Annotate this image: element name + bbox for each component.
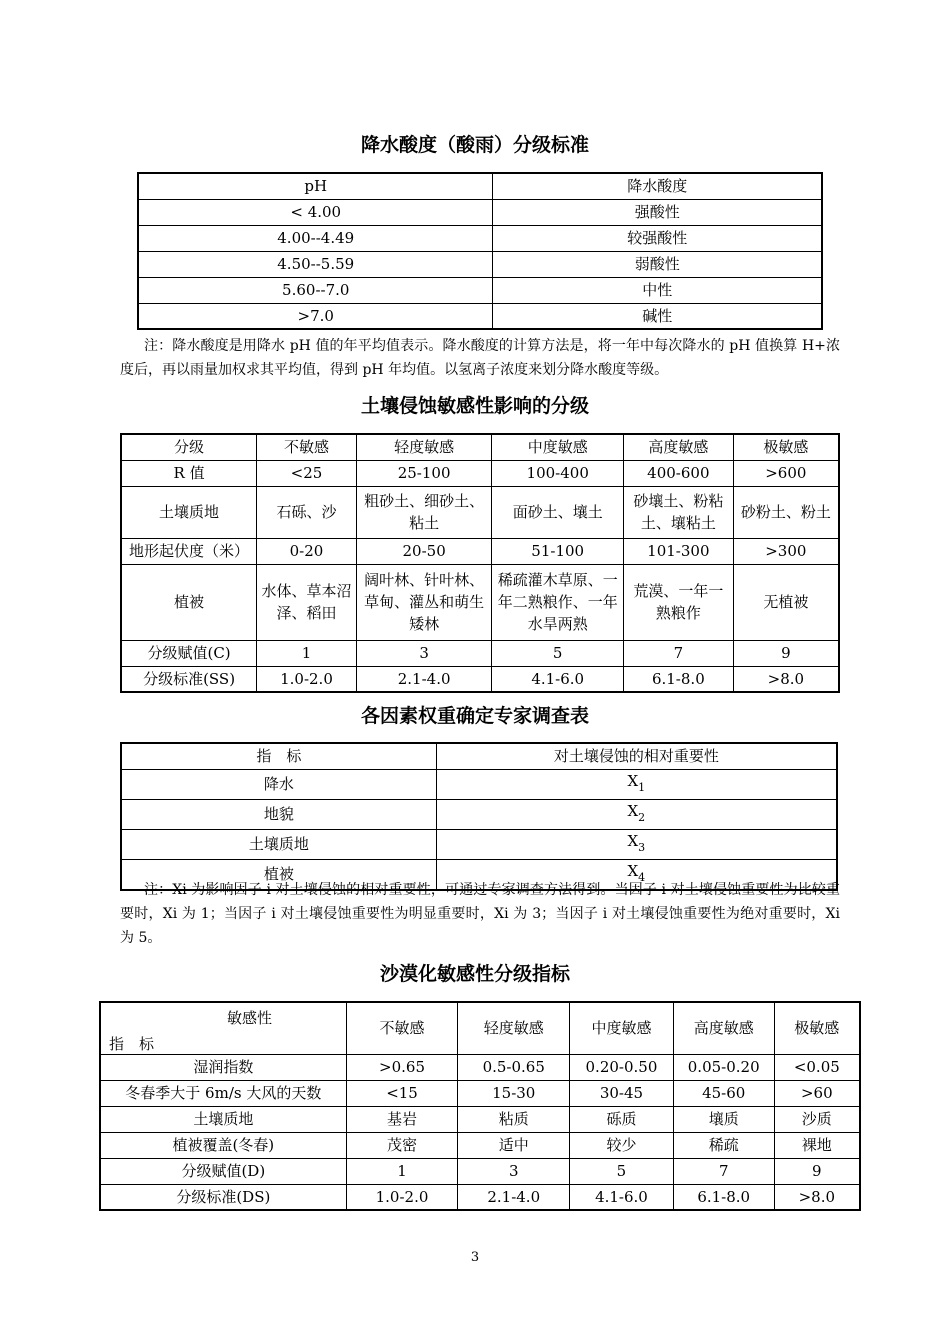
table-cell: 3	[356, 640, 492, 666]
table-cell: 4.00--4.49	[138, 225, 493, 251]
table-header-row	[100, 1002, 860, 1054]
table-cell: 粘质	[458, 1106, 570, 1132]
table-cell: 25-100	[356, 460, 492, 486]
table-cell: <25	[257, 460, 357, 486]
table-cell: 4.50--5.59	[138, 251, 493, 277]
table-cell: 45-60	[673, 1080, 774, 1106]
table-cell: 适中	[458, 1132, 570, 1158]
table-cell: 植被覆盖(冬春)	[100, 1132, 346, 1158]
table-row	[100, 1158, 860, 1184]
expert-table	[120, 742, 838, 891]
header-cell: 高度敏感	[624, 434, 734, 460]
table-cell	[436, 769, 837, 799]
table-row	[121, 829, 837, 859]
table-cell: 分级赋值(D)	[100, 1158, 346, 1184]
table-row	[100, 1106, 860, 1132]
table-cell: 6.1-8.0	[673, 1184, 774, 1210]
table-cell: 砂壤土、粉粘土、壤粘土	[624, 486, 734, 538]
table-cell: 3	[458, 1158, 570, 1184]
header-cell: 中度敏感	[492, 434, 624, 460]
table-cell: 基岩	[346, 1106, 458, 1132]
table-cell: >8.0	[774, 1184, 860, 1210]
header-cell: 轻度敏感	[458, 1002, 570, 1054]
table-row	[100, 1080, 860, 1106]
table-cell: 20-50	[356, 538, 492, 564]
table-row	[121, 538, 839, 564]
table-cell: 粗砂土、细砂土、粘土	[356, 486, 492, 538]
table-cell: 分级标准(SS)	[121, 666, 257, 692]
table-cell: 地形起伏度（米）	[121, 538, 257, 564]
table-cell: 稀疏灌木草原、一年二熟粮作、一年水旱两熟	[492, 564, 624, 640]
corner-bottom-label: 指 标	[109, 1035, 155, 1053]
table-cell: 水体、草本沼泽、稻田	[257, 564, 357, 640]
table-row	[100, 1132, 860, 1158]
table-cell: 冬春季大于 6m/s 大风的天数	[100, 1080, 346, 1106]
table-cell: 0-20	[257, 538, 357, 564]
erosion-table	[120, 433, 840, 693]
table-cell: 分级标准(DS)	[100, 1184, 346, 1210]
table-header-row	[138, 173, 822, 199]
corner-top-label: 敏感性	[227, 1009, 273, 1027]
table-cell: 荒漠、一年一熟粮作	[624, 564, 734, 640]
table-cell: 砂粉土、粉土	[733, 486, 839, 538]
table-cell: <0.05	[774, 1054, 860, 1080]
table-cell: 9	[774, 1158, 860, 1184]
table-row	[121, 460, 839, 486]
table-cell: 2.1-4.0	[356, 666, 492, 692]
table-cell: 7	[624, 640, 734, 666]
table-cell: 1.0-2.0	[257, 666, 357, 692]
table-cell: 0.05-0.20	[673, 1054, 774, 1080]
table-row	[121, 640, 839, 666]
table-cell: 7	[673, 1158, 774, 1184]
table-cell: 面砂土、壤土	[492, 486, 624, 538]
table-cell	[436, 829, 837, 859]
weight-symbol: X	[627, 831, 639, 850]
header-cell: pH	[138, 173, 493, 199]
table-row	[138, 199, 822, 225]
table-cell: 101-300	[624, 538, 734, 564]
table-cell: 土壤质地	[121, 829, 436, 859]
table-cell: <15	[346, 1080, 458, 1106]
table-cell: 5.60--7.0	[138, 277, 493, 303]
table-cell: 降水	[121, 769, 436, 799]
header-cell: 极敏感	[733, 434, 839, 460]
table-cell: 沙质	[774, 1106, 860, 1132]
table-row	[138, 251, 822, 277]
table-cell: 1	[346, 1158, 458, 1184]
table-cell: 稀疏	[673, 1132, 774, 1158]
acid-rain-title: 降水酸度（酸雨）分级标准	[360, 134, 589, 156]
table-cell: 碱性	[493, 303, 822, 329]
table-cell: 土壤质地	[100, 1106, 346, 1132]
acid-rain-table	[137, 172, 823, 330]
header-cell: 中度敏感	[570, 1002, 674, 1054]
erosion-title: 土壤侵蚀敏感性影响的分级	[360, 395, 589, 417]
table-cell: 4.1-6.0	[570, 1184, 674, 1210]
acid-rain-note: 注：降水酸度是用降水 pH 值的年平均值表示。降水酸度的计算方法是，将一年中每次降水的 pH 值换算 H+浓度后，再以雨量加权求其平均值，得到 pH 年均值。以氢离子浓度来划分降水酸度等级。	[120, 338, 840, 378]
header-cell: 高度敏感	[673, 1002, 774, 1054]
header-cell: 对土壤侵蚀的相对重要性	[436, 743, 837, 769]
table-header-row	[121, 434, 839, 460]
table-row	[100, 1184, 860, 1210]
table-cell: 2.1-4.0	[458, 1184, 570, 1210]
table-cell: >7.0	[138, 303, 493, 329]
table-cell: 强酸性	[493, 199, 822, 225]
table-row	[121, 666, 839, 692]
table-cell: 0.20-0.50	[570, 1054, 674, 1080]
header-cell: 指 标	[121, 743, 436, 769]
table-cell: 15-30	[458, 1080, 570, 1106]
header-cell: 轻度敏感	[356, 434, 492, 460]
table-header-row	[121, 743, 837, 769]
table-cell: 阔叶林、针叶林、草甸、灌丛和萌生矮林	[356, 564, 492, 640]
table-cell: 100-400	[492, 460, 624, 486]
table-cell: 5	[570, 1158, 674, 1184]
table-row	[100, 1054, 860, 1080]
table-cell: 植被	[121, 564, 257, 640]
table-row	[121, 486, 839, 538]
corner-header-cell	[100, 1002, 346, 1054]
table-cell: >60	[774, 1080, 860, 1106]
table-row	[121, 799, 837, 829]
table-cell: >0.65	[346, 1054, 458, 1080]
table-cell: 30-45	[570, 1080, 674, 1106]
weight-subscript: 1	[638, 780, 646, 794]
table-cell: 51-100	[492, 538, 624, 564]
table-cell: 中性	[493, 277, 822, 303]
table-cell: 1	[257, 640, 357, 666]
table-cell: 砾质	[570, 1106, 674, 1132]
header-cell: 极敏感	[774, 1002, 860, 1054]
table-cell: 石砾、沙	[257, 486, 357, 538]
weight-symbol: X	[627, 801, 639, 820]
desert-table	[99, 1001, 861, 1211]
expert-title: 各因素权重确定专家调查表	[360, 705, 589, 727]
table-row	[121, 769, 837, 799]
table-cell: 0.5-0.65	[458, 1054, 570, 1080]
expert-note: 注：Xi 为影响因子 i 对土壤侵蚀的相对重要性，可通过专家调查方法得到。当因子 i 对土壤侵蚀重要性为比较重要时，Xi 为 1；当因子 i 对土壤侵蚀重要性为明显重要时，Xi 为 3；当因子 i 对土壤侵蚀重要性为绝对重要时，Xi 为 5。	[120, 882, 840, 946]
table-row	[138, 303, 822, 329]
table-cell: 400-600	[624, 460, 734, 486]
table-cell: 弱酸性	[493, 251, 822, 277]
weight-subscript: 4	[638, 870, 646, 884]
table-cell: 裸地	[774, 1132, 860, 1158]
desert-title: 沙漠化敏感性分级指标	[379, 963, 570, 985]
table-cell: < 4.00	[138, 199, 493, 225]
header-cell: 分级	[121, 434, 257, 460]
header-cell: 不敏感	[346, 1002, 458, 1054]
weight-subscript: 3	[638, 840, 646, 854]
table-cell: 4.1-6.0	[492, 666, 624, 692]
table-cell	[436, 799, 837, 829]
table-row	[121, 564, 839, 640]
table-row	[138, 225, 822, 251]
table-cell: 较少	[570, 1132, 674, 1158]
weight-symbol: X	[627, 861, 639, 880]
table-cell: 地貌	[121, 799, 436, 829]
table-cell: 植被	[121, 859, 436, 890]
table-cell: 1.0-2.0	[346, 1184, 458, 1210]
table-cell: R 值	[121, 460, 257, 486]
table-cell: 无植被	[733, 564, 839, 640]
table-cell: 较强酸性	[493, 225, 822, 251]
table-cell: 壤质	[673, 1106, 774, 1132]
table-cell: 茂密	[346, 1132, 458, 1158]
weight-subscript: 2	[638, 810, 646, 824]
table-cell: >600	[733, 460, 839, 486]
page-number: 3	[470, 1250, 480, 1265]
table-cell: 6.1-8.0	[624, 666, 734, 692]
table-cell: 5	[492, 640, 624, 666]
table-cell: >300	[733, 538, 839, 564]
header-cell: 降水酸度	[493, 173, 822, 199]
table-row	[138, 277, 822, 303]
table-cell: 土壤质地	[121, 486, 257, 538]
table-cell: 湿润指数	[100, 1054, 346, 1080]
header-cell: 不敏感	[257, 434, 357, 460]
table-cell: >8.0	[733, 666, 839, 692]
table-cell: 9	[733, 640, 839, 666]
table-cell: 分级赋值(C)	[121, 640, 257, 666]
weight-symbol: X	[627, 771, 639, 790]
